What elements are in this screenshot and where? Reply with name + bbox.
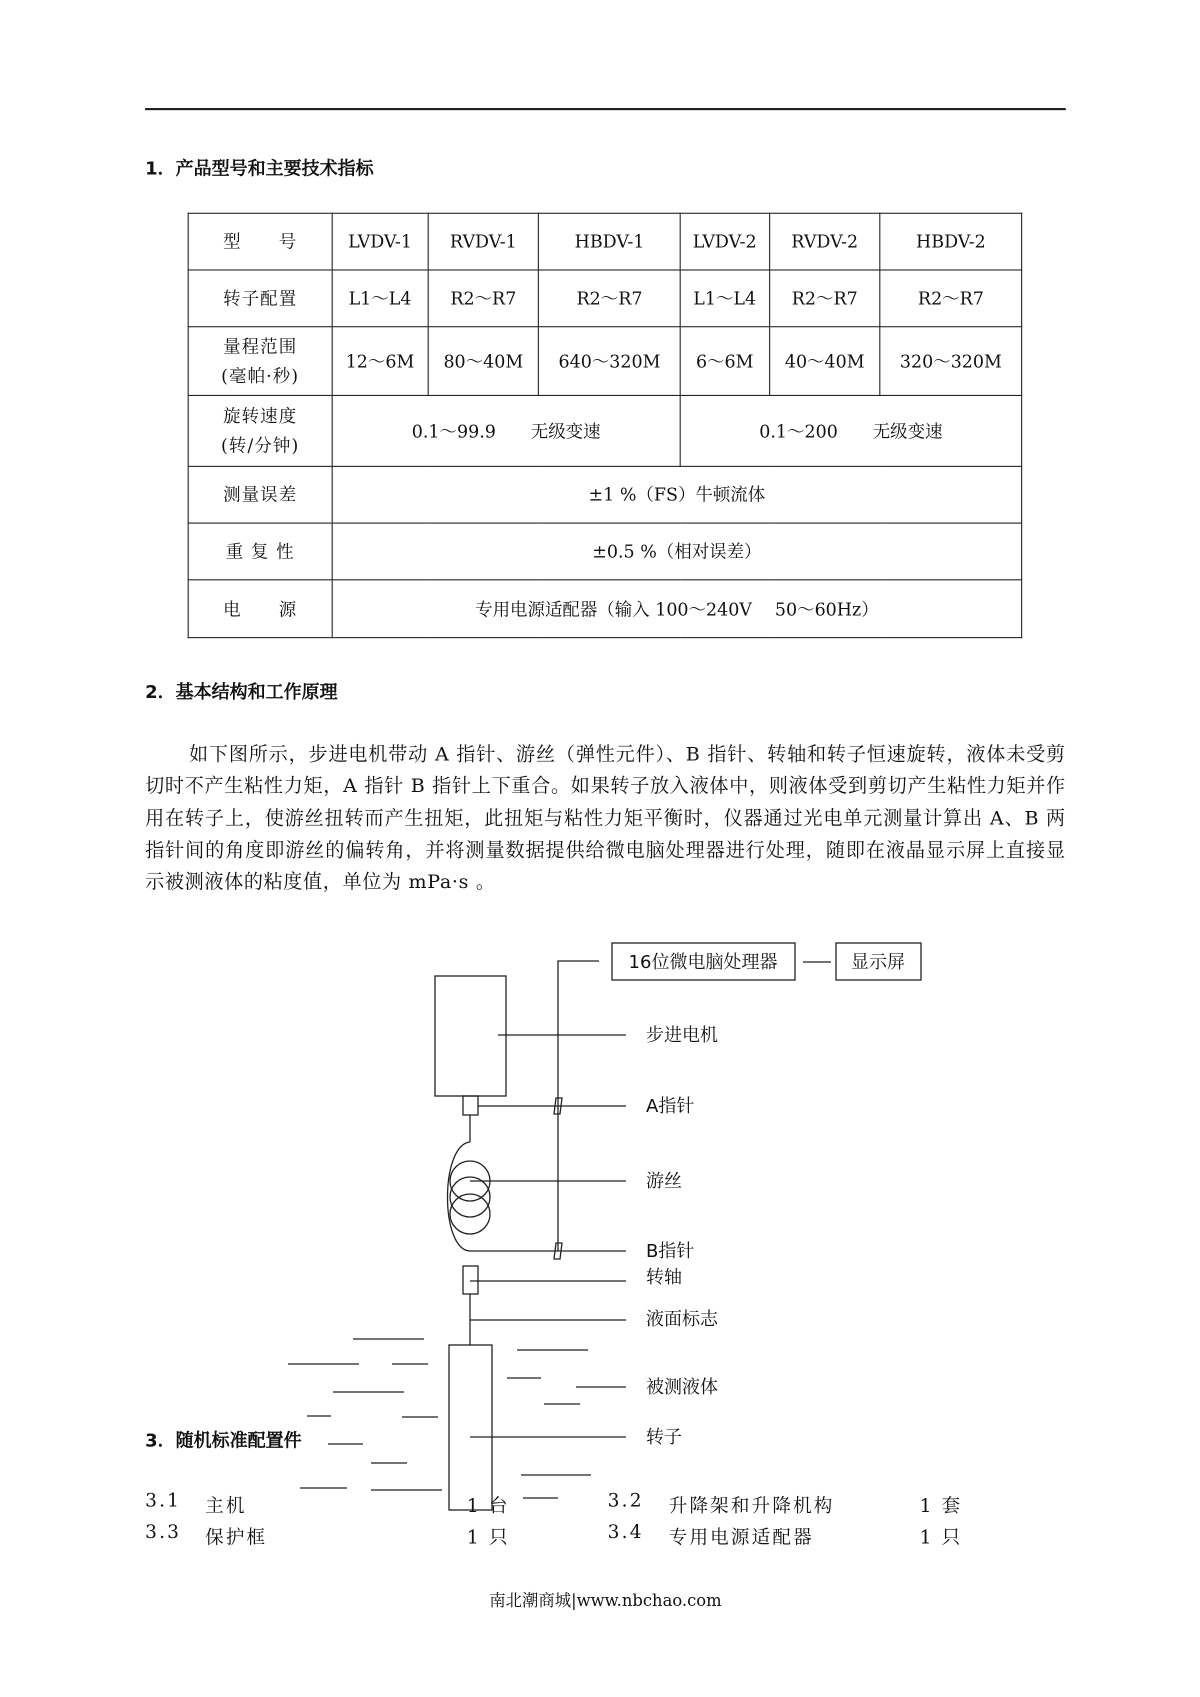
motor-box: [435, 976, 506, 1096]
cell: 320～320M: [880, 327, 1021, 396]
item-name: 保护框: [205, 1527, 268, 1550]
liquid-surface: [288, 1339, 591, 1498]
spring-coil: [450, 1177, 490, 1217]
rotor-box: [449, 1345, 492, 1510]
cell: 40～40M: [769, 327, 880, 396]
cell: RVDV-1: [428, 213, 539, 270]
cell: 0.1～99.9 无级变速: [332, 395, 680, 466]
cell: R2～R7: [880, 270, 1021, 327]
cell: ±1 %（FS）牛顿流体: [332, 466, 1021, 523]
section-1-heading: 1．产品型号和主要技术指标: [145, 158, 374, 179]
spring-outer: [448, 1142, 471, 1251]
item-name: 专用电源适配器: [668, 1527, 814, 1550]
item-no: 3.1: [145, 1490, 182, 1512]
row-label: 转子配置: [188, 270, 332, 327]
principle-paragraph: 如下图所示，步进电机带动 A 指针、游丝（弹性元件）、B 指针、转轴和转子恒速旋转，液体未受剪切时不产生粘性力矩，A 指针 B 指针上下重合。如果转子放入液体中，则液体受到剪切产生粘性力矩并作用在转子上，使游丝扭转而产生扭矩，此扭矩与粘性力矩平衡时，仪器通过光电单元测量计算出 A、B 两指针间的角度即游丝的偏转角，并将测量数据提供给微电脑处理器进行处理，随即在液晶显示屏上直接显示被测液体的粘度值，单位为 mPa·s 。: [145, 743, 1066, 894]
item-qty: 1 只: [919, 1527, 963, 1550]
processor-label: 16位微电脑处理器: [628, 952, 778, 973]
shaft-label: 转轴: [646, 1267, 682, 1288]
item-qty: 1 套: [919, 1495, 963, 1518]
spring-label: 游丝: [646, 1171, 682, 1192]
section-2-heading: 2．基本结构和工作原理: [145, 681, 338, 703]
cell: 0.1～200 无级变速: [680, 395, 1021, 466]
cell: LVDV-1: [332, 213, 428, 270]
liquid-label: 被测液体: [646, 1377, 718, 1398]
motor-label: 步进电机: [646, 1025, 718, 1046]
display-label: 显示屏: [851, 952, 905, 973]
section-3-heading: 3．随机标准配置件: [145, 1430, 302, 1451]
spring-coil: [450, 1194, 490, 1234]
footer: 南北潮商城|www.nbchao.com: [489, 1590, 722, 1611]
item-qty: 1 只: [466, 1527, 510, 1550]
row-label: 型 号: [188, 213, 332, 270]
label-line: (毫帕·秒): [221, 365, 300, 387]
pointer-a-label: A指针: [646, 1096, 695, 1117]
coupler-block: [463, 1096, 478, 1115]
shaft-block: [463, 1266, 478, 1294]
level-mark-label: 液面标志: [646, 1309, 718, 1330]
cell: RVDV-2: [769, 213, 880, 270]
item-name: 升降架和升降机构: [668, 1495, 835, 1518]
cell: ±0.5 %（相对误差）: [332, 523, 1021, 580]
item-no: 3.2: [607, 1490, 644, 1512]
label-line: 旋转速度: [223, 405, 298, 427]
pointer-b-label: B指针: [646, 1241, 695, 1262]
cell: R2～R7: [769, 270, 880, 327]
cell: HBDV-1: [539, 213, 680, 270]
cell: L1～L4: [332, 270, 428, 327]
label-line: 量程范围: [223, 335, 298, 357]
item-no: 3.3: [145, 1521, 182, 1544]
cell: LVDV-2: [680, 213, 769, 270]
cell: R2～R7: [539, 270, 680, 327]
label-line: (转/分钟): [220, 435, 300, 456]
cell: 专用电源适配器（输入 100～240V 50～60Hz）: [332, 580, 1021, 638]
row-label: 测量误差: [188, 466, 332, 523]
row-label: 电 源: [188, 580, 332, 638]
cell: R2～R7: [428, 270, 539, 327]
item-name: 主机: [205, 1495, 247, 1518]
cell: 12～6M: [332, 327, 428, 396]
cell: HBDV-2: [880, 213, 1021, 270]
cell: 6～6M: [680, 327, 769, 396]
cell: 640～320M: [539, 327, 680, 396]
cell: 80～40M: [428, 327, 539, 396]
item-qty: 1 台: [466, 1495, 510, 1518]
cell: L1～L4: [680, 270, 769, 327]
item-no: 3.4: [607, 1521, 644, 1544]
rotor-label: 转子: [646, 1427, 682, 1448]
row-label: 重 复 性: [188, 523, 332, 580]
